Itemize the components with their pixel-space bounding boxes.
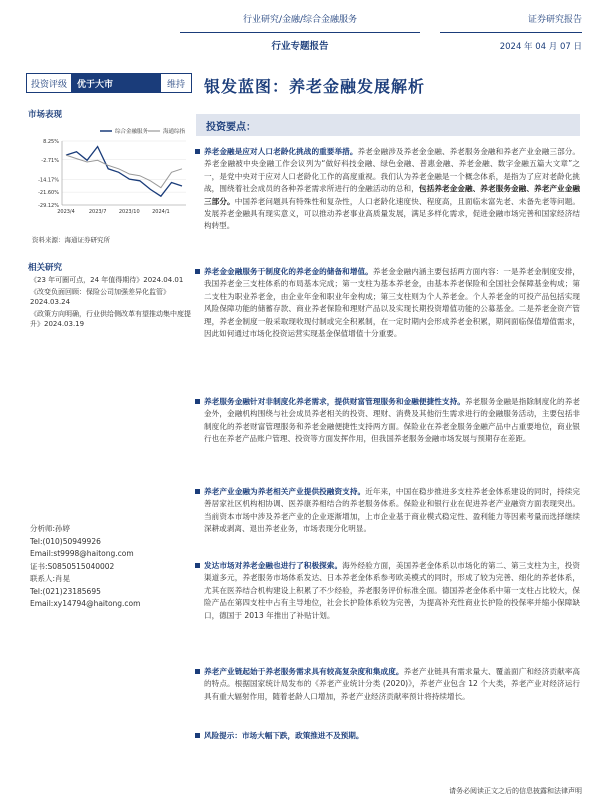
paragraph-lead: 养老金融是应对人口老龄化挑战的重要举措。: [204, 147, 358, 156]
paragraph-3: [204, 396, 580, 446]
paragraph-tail: 中国养老问题具有特殊性和复杂性，人口老龄化速度快、程度高，且面临未富先老、未备先老等问题。发展养老金融具有现实意义，可以推动养老事业高质量发展，满足多样化需求，促进金融市场完善和国家经济结构转型。: [204, 196, 580, 231]
rating-hold: 维持: [160, 74, 191, 92]
risk-lead: 风险提示：: [204, 731, 242, 740]
paragraph-text: 养老金融涉及养老金金融、养老服务金融和养老产业金融三部分。养老金融被中央金融工作会议列为“做好科技金融、绿色金融、普惠金融、养老金融、数字金融五篇大文章”之一，是党中央对于应对人口老龄化工作的高度重视。我们认为养老金融是一个概念体系，是指为了应对老龄化挑战，围绕着社会成员的各种养老需求所进行的金融活动的总和，: [204, 147, 581, 194]
report-type: 行业专题报告: [271, 41, 329, 52]
paragraph-1: [204, 146, 580, 233]
legend-label-1: 综合金融服务: [115, 129, 149, 135]
analyst-line: 联系人:肖晃: [30, 574, 71, 583]
analyst-email[interactable]: Email:xy14794@haitong.com: [30, 599, 141, 608]
risk-text: 市场大幅下跌，政策推进不及预期。: [241, 731, 364, 740]
bullet-icon: [195, 489, 200, 494]
y-tick-label: 8.25%: [43, 139, 59, 145]
bullet-icon: [195, 669, 200, 674]
page-title: 银发蓝图：养老金融发展解析: [204, 77, 426, 96]
bullet-icon: [195, 269, 200, 274]
paragraph-lead: 养老产业金融为养老相关产业提供投融资支持。: [204, 487, 366, 496]
paragraph-text: 养老产业链具有需求量大、覆盖面广和经济贡献率高的特点。根据国家统计局发布的《养老产业统计分类 (2020)》，养老产业包含 12 个大类，养老产业对经济运行具有重大辐射作用，随着老龄人口增加，养老产业经济贡献率预计将持续增长。: [204, 667, 581, 701]
x-tick-label: 2024/1: [152, 209, 170, 215]
paragraph-lead: 养老金金融服务于制度化的养老金的储备和增值。: [204, 267, 373, 276]
brand-label: 证券研究报告: [527, 15, 582, 25]
rating-value: 优于大市: [71, 74, 160, 92]
report-date: 2024 年 04 月 07 日: [499, 42, 582, 52]
paragraph-text: 海外经验方面，美国养老金体系以市场化的第二、第三支柱为主，投资渠道多元，养老服务市场体系发达、日本养老金体系参考欧美模式的同时，形成了较为完善、细化的养老体系，尤其在医养结合机构建设上积累了不少经验，养老服务评价标准全面。德国养老金体系中第一支柱占比较大，保险产品在第四支柱中占有主导地位，社会长护险体系较为完善，为提高补充性商业长护险的投保率并缩小保障缺口，德国于 2013 年推出了补贴计划。: [204, 561, 581, 620]
analyst-email[interactable]: Email:st9998@haitong.com: [30, 549, 134, 558]
paragraph-text: 养老服务金融是指除制度化的养老金外，金融机构围绕与社会成员养老相关的投资、理财、消费及其他衍生需求进行的金融服务活动，主要包括非制度化的养老财富管理服务和养老金融便捷性支持两方面。保险业在养老金服务金融产品中占重要地位，商业银行也在养老产品账户管理、投资等方面发挥作用，但我国养老服务金融市场发展与预期存在差距。: [204, 397, 580, 444]
bullet-icon: [195, 399, 200, 404]
related-item[interactable]: 《23 年可圈可点，24 年值得期待》2024.04.01: [30, 276, 184, 284]
y-tick-label: -2.71%: [41, 157, 59, 164]
y-tick-label: -29.12%: [38, 203, 59, 209]
paragraph-5: [204, 560, 580, 622]
paragraph-lead: 养老产业链起始于养老服务需求具有较高复杂度和集成度。: [204, 667, 404, 676]
related-list: [30, 275, 195, 331]
investment-rating: [26, 73, 192, 93]
paragraph-bold: 包括养老金金融、养老服务金融、养老产业金融三部分。: [204, 184, 581, 206]
page-footer: 请务必阅读正文之后的信息披露和法律声明: [449, 787, 582, 795]
market-chart-svg: [28, 125, 190, 217]
bullet-icon: [195, 149, 200, 154]
legend-label-2: 海通综指: [163, 129, 186, 135]
header-divider: [180, 32, 420, 33]
paragraph-6: [204, 666, 580, 703]
rating-label: 投资评级: [27, 74, 71, 92]
x-tick-label: 2023/7: [88, 209, 107, 215]
bullet-icon: [195, 733, 200, 738]
x-tick-label: 2023/10: [118, 209, 140, 215]
page-header: [0, 0, 600, 62]
analyst-line: 分析师:孙婷: [30, 524, 71, 533]
paragraph-text: 养老金金融内涵主要包括两方面内容：一是养老金制度安排，我国养老金三支柱体系的布局基本完成；第一支柱为基本养老金，由基本养老保险和全国社会保障基金构成；第二支柱为职业养老金，由企业年金和职业年金构成；第三支柱则为个人养老金。个人养老金的可投产品包括实现风险保障功能的储蓄存款、商业养老保险和理财产品以及实现长期投资增值功能的公募基金。二是养老金资产管理，养老金制度一般采取现收现付制或完全积累制，在一定时期内会形成养老金积累，期间面临保值增值需求，因此如何通过市场化投资运营实现基金保值增值十分重要。: [204, 267, 581, 339]
paragraph-4: [204, 486, 580, 536]
x-tick-label: 2023/4: [57, 209, 75, 215]
analyst-info: [30, 523, 190, 611]
report-category: 行业研究/金融/综合金融服务: [242, 15, 358, 25]
chart-source: 资料来源：海通证券研究所: [32, 236, 110, 244]
related-heading: 相关研究: [28, 263, 63, 273]
key-points-bar: [196, 114, 580, 136]
paragraph-2: [204, 266, 580, 340]
y-tick-label: -14.17%: [38, 177, 59, 184]
market-chart: [28, 125, 190, 217]
paragraph-lead: 发达市场对养老金融也进行了积极探索。: [204, 561, 343, 570]
bullet-icon: [195, 563, 200, 568]
paragraph-text: 近年来，中国在稳步推进多支柱养老金体系建设的同时，持续完善居家社区机构相协调、医养康养相结合的养老服务体系。保险业和银行业在促进养老产业融资方面表现突出。当前资本市场中涉及养老产业的企业逐渐增加，上市企业基于商业模式稳定性、盈利能力等因素考量而选择继续深耕或剥离、退出养老业务，市场表现分化明显。: [204, 487, 581, 534]
related-item[interactable]: 《政策方向明确，行业供给侧改革有望推动集中度提升》2024.03.19: [30, 309, 191, 328]
market-heading: 市场表现: [28, 110, 63, 120]
risk-warning: [204, 730, 580, 742]
y-tick-label: -21.60%: [38, 190, 59, 197]
analyst-line: Tel:(010)50949926: [30, 536, 101, 546]
paragraph-lead: 养老服务金融针对非制度化养老需求，提供财富管理服务和金融便捷性支持。: [204, 397, 465, 406]
analyst-line: Tel:(021)23185695: [30, 586, 101, 596]
analyst-line: 证书:S0850515040002: [30, 561, 115, 571]
header-divider-right: [440, 32, 582, 33]
key-points-heading: 投资要点：: [206, 122, 256, 133]
related-item[interactable]: 《改变负面回顾：保险公司加强差异化监管》2024.03.24: [30, 287, 170, 306]
